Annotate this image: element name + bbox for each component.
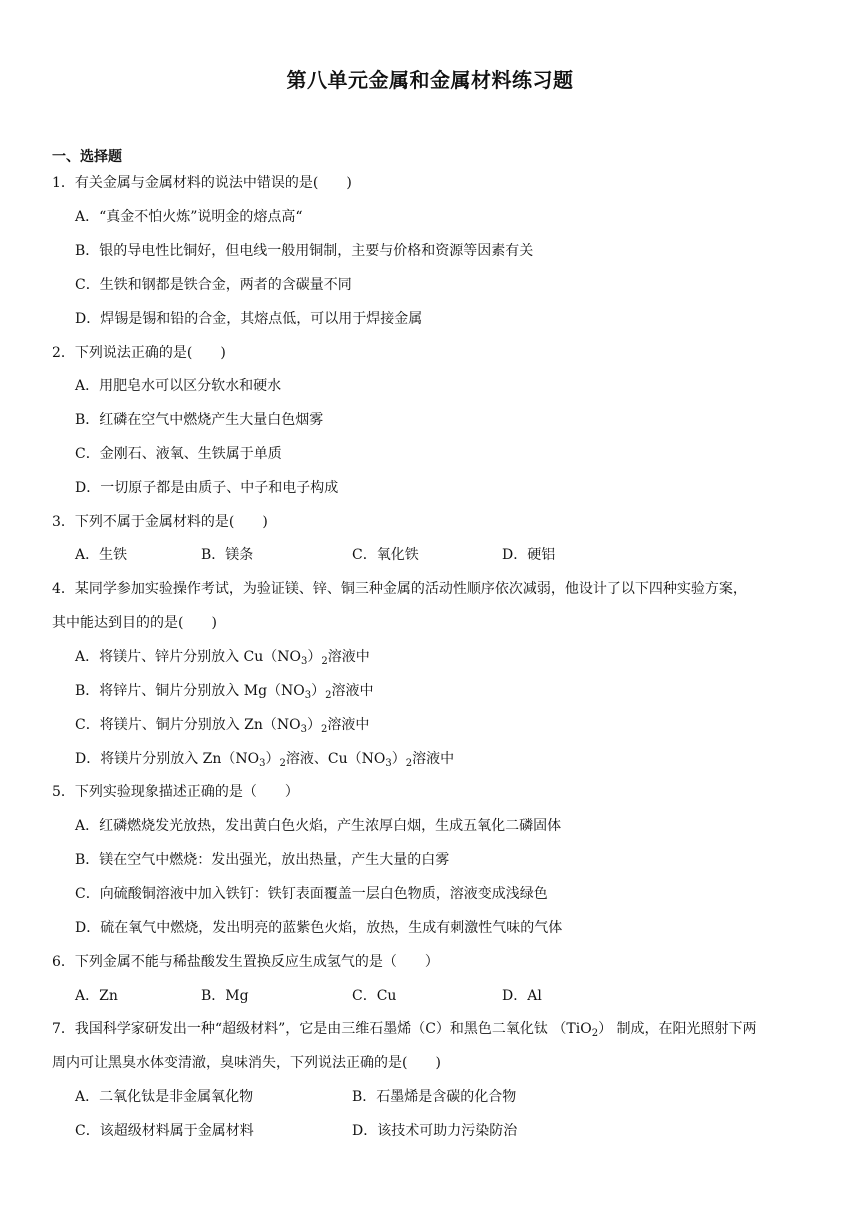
close-paren: ） <box>265 751 280 767</box>
question-1-stem: 1．有关金属与金属材料的说法中错误的是( ) <box>52 175 352 191</box>
question-6-stem: 6．下列金属不能与稀盐酸发生置换反应生成氢气的是（ ） <box>52 954 439 970</box>
question-4-option-b <box>75 682 374 700</box>
question-6-option-a: A．Zn <box>75 988 118 1004</box>
page-title: 第八单元金属和金属材料练习题 <box>286 68 574 92</box>
close-paren: ） <box>311 683 326 699</box>
question-1-option-d: D．焊锡是锡和铅的合金，其熔点低，可以用于焊接金属 <box>75 311 423 327</box>
question-3-option-b: B．镁条 <box>201 547 254 563</box>
question-2-option-a: A．用肥皂水可以区分软水和硬水 <box>75 378 282 394</box>
section-heading: 一、选择题 <box>52 149 122 165</box>
question-3-option-d: D．硬铝 <box>502 547 556 563</box>
subscript-3: 3 <box>385 758 392 769</box>
question-2-option-b: B．红磷在空气中燃烧产生大量白色烟雾 <box>75 412 324 428</box>
option-a-text: A．将镁片、锌片分别放入 Cu（NO <box>75 649 302 665</box>
question-3-option-a: A．生铁 <box>75 547 128 563</box>
question-7-stem-line-1 <box>52 1020 757 1038</box>
question-7-option-b: B．石墨烯是含碳的化合物 <box>352 1089 517 1105</box>
question-2-option-c: C．金刚石、液氧、生铁属于单质 <box>75 446 282 462</box>
question-5-option-d: D．硫在氧气中燃烧，发出明亮的蓝紫色火焰，放热，生成有刺激性气味的气体 <box>75 920 563 936</box>
question-7-option-a: A．二氧化钛是非金属氧化物 <box>75 1089 254 1105</box>
subscript-2: 2 <box>405 758 413 769</box>
question-2-option-d: D．一切原子都是由质子、中子和电子构成 <box>75 480 339 496</box>
subscript-3: 3 <box>301 656 308 667</box>
option-d-text: D．将镁片分别放入 Zn（NO <box>75 751 260 767</box>
option-d-mid: 溶液、Cu（NO <box>285 751 386 767</box>
question-7-option-c: C．该超级材料属于金属材料 <box>75 1123 254 1139</box>
question-4-option-a <box>75 648 370 666</box>
stem-text: 7．我国科学家研发出一种“超级材料”，它是由三维石墨烯（C）和黑色二氧化钛 （TiO <box>52 1021 592 1037</box>
subscript-2: 2 <box>591 1028 599 1039</box>
question-7-option-d: D．该技术可助力污染防治 <box>352 1123 518 1139</box>
close-paren: ） <box>307 717 322 733</box>
subscript-3: 3 <box>304 690 312 701</box>
question-5-option-b: B．镁在空气中燃烧：发出强光，放出热量，产生大量的白雾 <box>75 852 450 868</box>
option-d-tail: 溶液中 <box>412 751 455 767</box>
question-3-stem: 3．下列不属于金属材料的是( ) <box>52 514 268 530</box>
question-5-stem: 5．下列实验现象描述正确的是（ ） <box>52 784 299 800</box>
question-6-option-d: D．Al <box>502 988 542 1004</box>
option-a-tail: 溶液中 <box>327 649 370 665</box>
question-2-stem: 2．下列说法正确的是( ) <box>52 345 226 361</box>
option-c-tail: 溶液中 <box>327 717 370 733</box>
subscript-2: 2 <box>325 690 332 701</box>
question-7-stem-line-2: 周内可让黑臭水体变清澈，臭味消失，下列说法正确的是( ) <box>52 1055 441 1071</box>
question-3-option-c: C．氧化铁 <box>352 547 419 563</box>
close-paren: ） <box>307 649 322 665</box>
subscript-3: 3 <box>300 724 308 735</box>
subscript-3: 3 <box>259 758 266 769</box>
stem-text-tail: ） 制成，在阳光照射下两 <box>598 1021 757 1037</box>
question-6-option-c: C．Cu <box>352 988 397 1004</box>
question-4-option-c <box>75 716 369 734</box>
subscript-2: 2 <box>321 656 328 667</box>
question-1-option-a: A．“真金不怕火炼”说明金的熔点高“ <box>75 209 303 225</box>
question-4-option-d <box>75 750 454 768</box>
option-b-text: B．将锌片、铜片分别放入 Mg（NO <box>75 683 305 699</box>
question-4-stem-line-2: 其中能达到目的的是( ) <box>52 615 217 631</box>
close-paren: ） <box>391 751 406 767</box>
question-6-option-b: B．Mg <box>201 988 249 1004</box>
subscript-2: 2 <box>279 758 286 769</box>
question-5-option-c: C．向硫酸铜溶液中加入铁钉：铁钉表面覆盖一层白色物质，溶液变成浅绿色 <box>75 886 548 902</box>
subscript-2: 2 <box>321 724 328 735</box>
question-5-option-a: A．红磷燃烧发光放热，发出黄白色火焰，产生浓厚白烟，生成五氧化二磷固体 <box>75 818 562 834</box>
option-c-text: C．将镁片、铜片分别放入 Zn（NO <box>75 717 301 733</box>
option-b-tail: 溶液中 <box>331 683 374 699</box>
question-1-option-c: C．生铁和钢都是铁合金，两者的含碳量不同 <box>75 277 352 293</box>
question-1-option-b: B．银的导电性比铜好，但电线一般用铜制，主要与价格和资源等因素有关 <box>75 243 534 259</box>
question-4-stem-line-1: 4．某同学参加实验操作考试，为验证镁、锌、铜三种金属的活动性顺序依次减弱，他设计了以下四种实验方案， <box>52 581 747 597</box>
